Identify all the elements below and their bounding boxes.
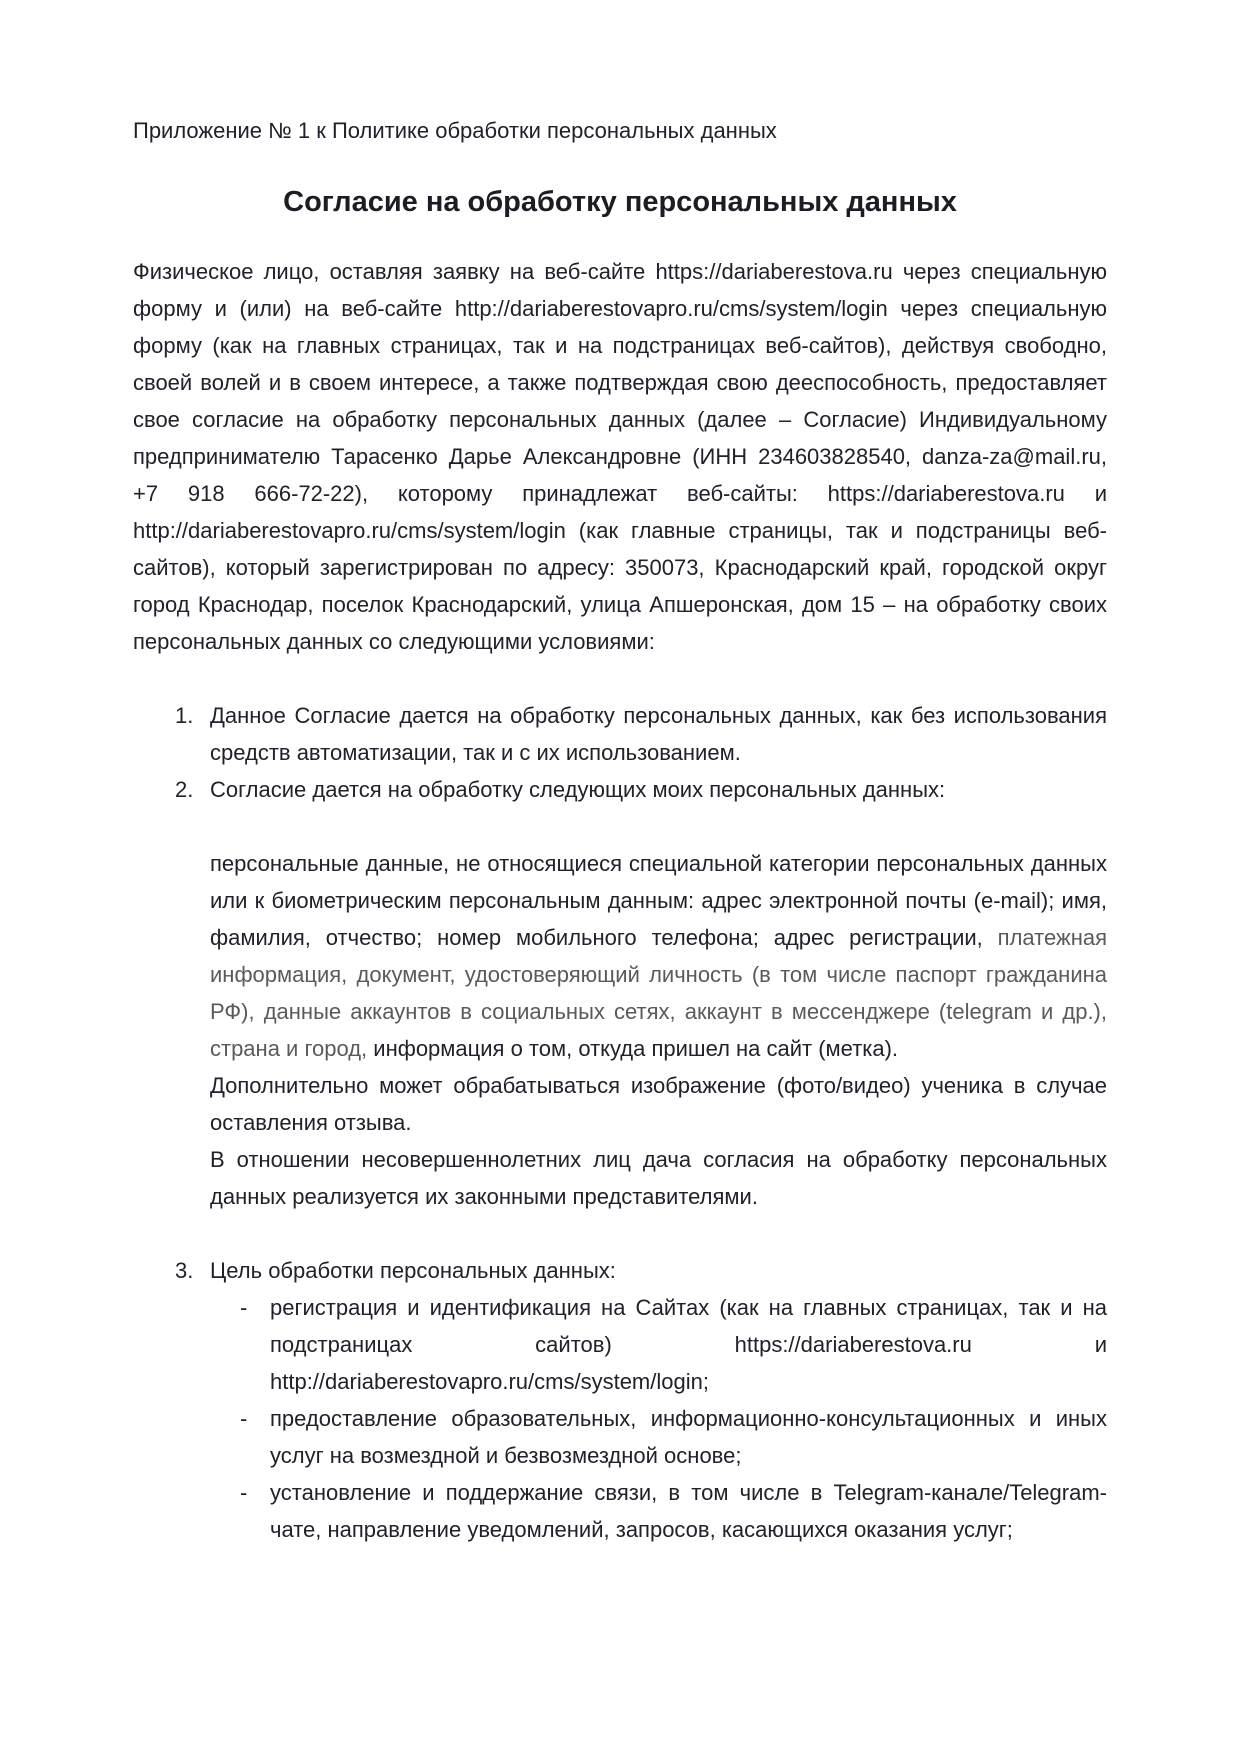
purpose-bullet-2 [240, 1400, 1107, 1474]
list-item-2-text: Согласие дается на обработку следующих моих персональных данных: [210, 777, 946, 802]
personal-data-detail [210, 845, 1107, 1215]
purpose-bullet-1-text: регистрация и идентификация на Сайтах (как на главных страницах, так и на подстраницах сайтов) https://dariaberestova.ru и http://dariaberestovapro.ru/cms/system/login; [270, 1295, 1107, 1394]
categories-part-3: информация о том, откуда пришел на сайт (метка). [373, 1036, 899, 1061]
categories-part-1: персональные данные, не относящиеся специальной категории персональных данных или к биометрическим персональным данным: адрес электронной почты (e-mail); имя, фамилия, отчество; номер мобильного телефона; адрес регистрации, [210, 851, 1107, 950]
categories-part-2-muted: платежная информация, документ, удостоверяющий личность (в том числе паспорт гражданина РФ), данные аккаунтов в социальных сетях, аккаунт в мессенджере (telegram и др.), страна и город, [210, 925, 1107, 1061]
personal-data-categories [210, 845, 1107, 1067]
list-item-1-number: 1. [175, 703, 194, 728]
purpose-bullet-3-text: установление и поддержание связи, в том числе в Telegram-канале/Telegram-чате, направление уведомлений, запросов, касающихся оказания услуг; [270, 1480, 1107, 1542]
purpose-bullet-3 [240, 1474, 1107, 1548]
list-item-2 [133, 771, 1107, 808]
list-item-3-number: 3. [175, 1258, 194, 1283]
dash-marker: - [240, 1480, 248, 1505]
list-item-1 [133, 697, 1107, 771]
intro-paragraph: Физическое лицо, оставляя заявку на веб-сайте https://dariaberestova.ru через специальную форму и (или) на веб-сайте http://dariaberestovapro.ru/cms/system/login через специальную форму (как на главных страницах, так и на подстраницах веб-сайтов), действуя свободно, своей волей и в своем интересе, а также подтверждая свою дееспособность, предоставляет свое согласие на обработку персональных данных (далее – Согласие) Индивидуальному предпринимателю Тарасенко Дарье Александровне (ИНН 234603828540, danza-za@mail.ru, +7 918 666-72-22), которому принадлежат веб-сайты: https://dariaberestova.ru и http://dariaberestovapro.ru/cms/system/login (как главные страницы, так и подстраницы веб-сайтов), который зарегистрирован по адресу: 350073, Краснодарский край, городской округ город Краснодар, поселок Краснодарский, улица Апшеронская, дом 15 – на обработку своих персональных данных со следующими условиями: [133, 259, 1107, 654]
purpose-bullet-2-text: предоставление образовательных, информационно-консультационных и иных услуг на возмездной и безвозмездной основе; [270, 1406, 1107, 1468]
dash-marker: - [240, 1295, 248, 1320]
list-item-3 [133, 1252, 1107, 1289]
minors-note: В отношении несовершеннолетних лиц дача согласия на обработку персональных данных реализуется их законными представителями. [210, 1147, 1107, 1209]
list-item-2-number: 2. [175, 777, 194, 802]
photo-video-note: Дополнительно может обрабатываться изображение (фото/видео) ученика в случае оставления отзыва. [210, 1073, 1107, 1135]
numbered-list [133, 697, 1107, 1548]
document-title: Согласие на обработку персональных данных [283, 186, 957, 218]
purpose-bullet-1 [240, 1289, 1107, 1400]
list-item-1-text: Данное Согласие дается на обработку персональных данных, как без использования средств автоматизации, так и с их использованием. [210, 703, 1107, 765]
list-item-3-text: Цель обработки персональных данных: [210, 1258, 616, 1283]
purpose-bullets [133, 1289, 1107, 1548]
appendix-header: Приложение № 1 к Политике обработки персональных данных [133, 118, 777, 143]
dash-marker: - [240, 1406, 248, 1431]
